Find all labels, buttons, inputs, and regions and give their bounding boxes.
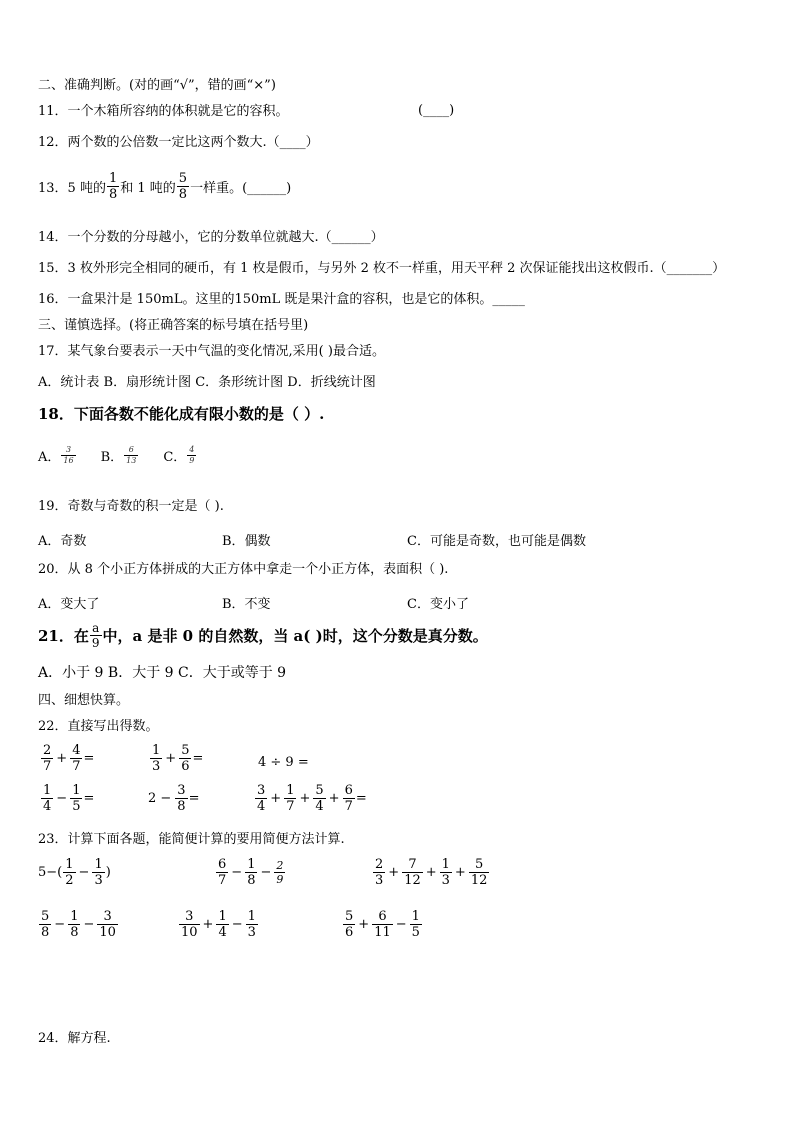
- question-15: 15．3 枚外形完全相同的硬币，有 1 枚是假币，与另外 2 枚不一样重，用天平秤 2 次保证能找出这枚假币.（_______）: [38, 261, 726, 276]
- q20-option-c: C．变小了: [407, 597, 469, 612]
- q22-expr-4: $\frac{1}{4}$ − $\frac{1}{5}$ =: [43, 783, 95, 814]
- question-23: 23．计算下面各题，能简便计算的要用简便方法计算.: [38, 832, 345, 847]
- fraction-5-8: $\frac{5}{8}$: [178, 171, 188, 202]
- q13-suffix: 一样重。(______): [190, 181, 292, 196]
- section-4-title: 四、细想快算。: [38, 693, 130, 708]
- question-22: 22．直接写出得数。: [38, 719, 159, 734]
- q19-option-b: B．偶数: [222, 534, 271, 549]
- q18-option-b-label: B．: [100, 450, 124, 465]
- q13-prefix: 13．5 吨的: [38, 181, 106, 196]
- q22-expr-1: $\frac{2}{7}$ + $\frac{4}{7}$ =: [43, 743, 95, 774]
- q13-middle: 和 1 吨的: [120, 181, 176, 196]
- question-11: 11．一个木箱所容纳的体积就是它的容积。: [38, 104, 289, 119]
- q19-option-c: C．可能是奇数，也可能是偶数: [407, 534, 586, 549]
- question-12: 12．两个数的公倍数一定比这两个数大.（____）: [38, 135, 319, 150]
- q22-expr-3: 4 ÷ 9 =: [258, 755, 309, 770]
- q23-expr-6: $\frac{5}{6}$ + $\frac{6}{11}$ − $\frac{1}{5}$: [345, 909, 420, 940]
- question-16: 16．一盒果汁是 150mL。这里的150mL 既是果汁盒的容积，也是它的体积。_____: [38, 292, 525, 307]
- fraction-4-9: $\frac{4}{9}$: [189, 445, 195, 465]
- q18-option-c-label: C．: [163, 450, 187, 465]
- question-17: 17．某气象台要表示一天中气温的变化情况,采用( )最合适。: [38, 344, 385, 359]
- question-24: 24．解方程.: [38, 1031, 111, 1046]
- q19-option-a: A．奇数: [38, 534, 87, 549]
- section-3-title: 三、谨慎选择。(将正确答案的标号填在括号里): [38, 318, 309, 333]
- q21-options: A．小于 9 B．大于 9 C．大于或等于 9: [38, 665, 287, 681]
- q23-expr-3: $\frac{2}{3}$ + $\frac{7}{12}$ + $\frac{1}{3}$ + $\frac{5}{12}$: [375, 857, 488, 888]
- q21-prefix: 21．在: [38, 627, 89, 645]
- question-19: 19．奇数与奇数的积一定是（ ).: [38, 499, 224, 514]
- fraction-6-13: $\frac{6}{13}$: [126, 445, 137, 465]
- question-13: [38, 172, 291, 201]
- q23-expr-2: $\frac{6}{7}$ − $\frac{1}{8}$ − $\frac{2}{9}$: [218, 857, 284, 888]
- q20-option-a: A．变大了: [38, 597, 100, 612]
- question-21: [38, 622, 488, 649]
- fraction-3-16: $\frac{3}{16}$: [63, 445, 74, 465]
- q17-options: A．统计表 B．扇形统计图 C．条形统计图 D．折线统计图: [38, 375, 376, 390]
- q22-expr-2: $\frac{1}{3}$ + $\frac{5}{6}$ =: [152, 743, 204, 774]
- q23-expr-5: $\frac{3}{10}$ + $\frac{1}{4}$ − $\frac{1}{3}$: [181, 909, 256, 940]
- section-2-title: 二、准确判断。(对的画“√”，错的画“×”): [38, 78, 276, 93]
- q20-option-b: B．不变: [222, 597, 271, 612]
- q23-expr-1: 5−( $\frac{1}{2}$ − $\frac{1}{3}$ ): [38, 857, 111, 888]
- q22-expr-6: $\frac{3}{4}$ + $\frac{1}{7}$ + $\frac{5}{4}$ + $\frac{6}{7}$ =: [257, 783, 367, 814]
- q21-suffix: 中，a 是非 0 的自然数，当 a( )时，这个分数是真分数。: [102, 627, 488, 645]
- q18-options: [38, 446, 197, 465]
- question-14: 14．一个分数的分母越小，它的分数单位就越大.（______）: [38, 230, 384, 245]
- q18-option-a-label: A．: [38, 450, 61, 465]
- q23-expr-4: $\frac{5}{8}$ − $\frac{1}{8}$ − $\frac{3}{10}$: [41, 909, 116, 940]
- question-18: 18．下面各数不能化成有限小数的是（ ）.: [38, 405, 325, 423]
- fraction-1-8: $\frac{1}{8}$: [108, 171, 118, 202]
- fraction-a-9: $\frac{a}{9}$: [91, 621, 100, 650]
- q22-expr-5: 2 − $\frac{3}{8}$ =: [148, 783, 200, 814]
- answer-blank-11[interactable]: (____): [418, 103, 455, 118]
- question-20: 20．从 8 个小正方体拼成的大正方体中拿走一个小正方体，表面积（ ).: [38, 562, 449, 577]
